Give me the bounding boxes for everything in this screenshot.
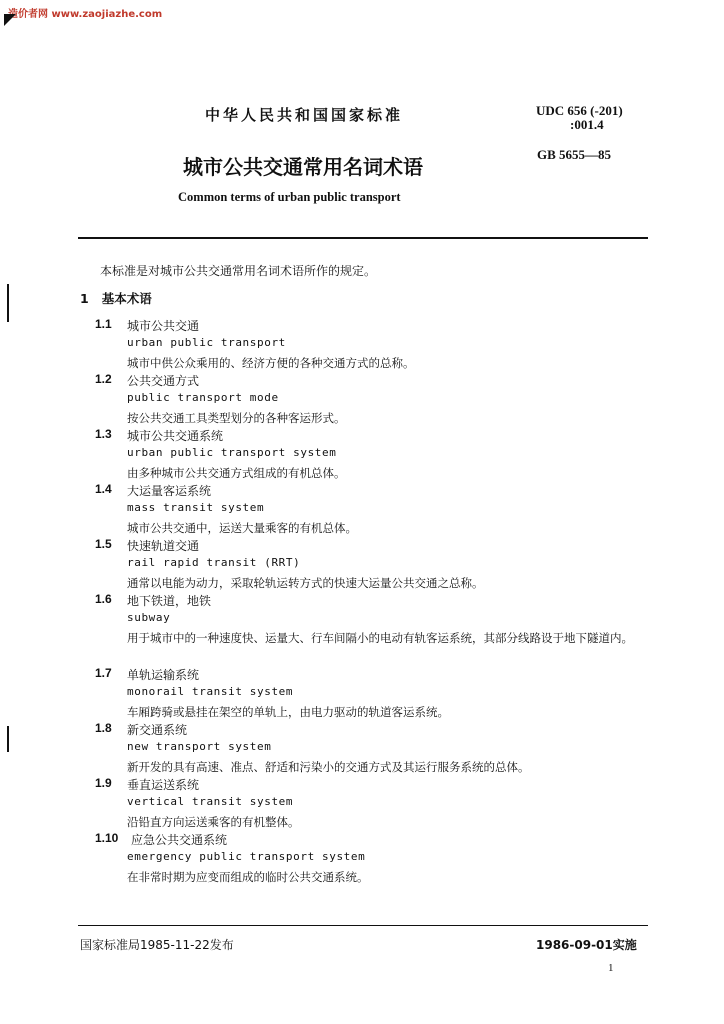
term-english: rail rapid transit (RRT)	[127, 556, 301, 569]
term-english: mass transit system	[127, 501, 265, 514]
term-chinese: 单轨运输系统	[127, 668, 200, 682]
term-english: emergency public transport system	[127, 850, 366, 863]
term-number: 1.5	[95, 537, 112, 551]
term-english: subway	[127, 611, 171, 624]
watermark-text[interactable]: 造价者网 www.zaojiazhe.com	[8, 9, 163, 20]
gb-number: GB 5655—85	[537, 147, 612, 162]
term-definition: 沿铅直方向运送乘客的有机整体。	[127, 815, 300, 829]
term-chinese: 快速轨道交通	[127, 539, 200, 553]
issue-date: 国家标准局1985-11-22发布	[80, 938, 234, 952]
term-chinese: 垂直运送系统	[127, 778, 200, 792]
section-heading	[80, 289, 152, 307]
term-chinese: 城市公共交通	[127, 319, 200, 333]
term-english: monorail transit system	[127, 685, 294, 698]
header-divider	[78, 237, 648, 239]
term-definition: 城市公共交通中，运送大量乘客的有机总体。	[127, 521, 357, 535]
section-number: 1	[80, 291, 89, 306]
term-chinese: 应急公共交通系统	[131, 833, 228, 847]
intro-paragraph: 本标准是对城市公共交通常用名词术语所作的规定。	[100, 264, 377, 278]
scan-margin-mark	[7, 284, 9, 322]
term-english: vertical transit system	[127, 795, 294, 808]
term-definition: 通常以电能为动力，采取轮轨运转方式的快速大运量公共交通之总称。	[127, 576, 484, 590]
term-number: 1.2	[95, 372, 112, 386]
page-number: 1	[608, 962, 614, 974]
standard-type-header: 中华人民共和国国家标准	[205, 106, 404, 124]
scan-margin-mark	[7, 726, 9, 752]
effective-date: 1986-09-01实施	[536, 938, 637, 952]
term-number: 1.9	[95, 776, 112, 790]
term-number: 1.4	[95, 482, 112, 496]
term-definition: 按公共交通工具类型划分的各种客运形式。	[127, 411, 346, 425]
term-chinese: 新交通系统	[127, 723, 188, 737]
term-chinese: 公共交通方式	[127, 374, 200, 388]
udc-code	[536, 104, 623, 132]
term-english: urban public transport	[127, 336, 286, 349]
term-definition: 在非常时期为应变而组成的临时公共交通系统。	[127, 870, 369, 884]
term-number: 1.7	[95, 666, 112, 680]
udc-line-1: UDC 656 (-201)	[536, 103, 623, 118]
term-english: public transport mode	[127, 391, 279, 404]
corner-mark-icon	[4, 14, 16, 26]
term-number: 1.3	[95, 427, 112, 441]
term-definition: 新开发的具有高速、准点、舒适和污染小的交通方式及其运行服务系统的总体。	[127, 760, 530, 774]
term-number: 1.10	[95, 831, 119, 845]
term-definition: 城市中供公众乘用的、经济方便的各种交通方式的总称。	[127, 356, 415, 370]
term-number: 1.8	[95, 721, 112, 735]
term-chinese: 城市公共交通系统	[127, 429, 224, 443]
term-number: 1.1	[95, 317, 112, 331]
page-title: 城市公共交通常用名词术语	[183, 155, 423, 179]
term-chinese: 地下铁道，地铁	[127, 594, 212, 608]
term-english: new transport system	[127, 740, 272, 753]
term-chinese: 大运量客运系统	[127, 484, 212, 498]
section-title: 基本术语	[101, 291, 152, 306]
term-number: 1.6	[95, 592, 112, 606]
term-english: urban public transport system	[127, 446, 337, 459]
term-definition: 由多种城市公共交通方式组成的有机总体。	[127, 466, 346, 480]
term-definition: 用于城市中的一种速度快、运量大、行车间隔小的电动有轨客运系统，其部分线路设于地下隧道内。	[127, 631, 633, 645]
page-title-english: Common terms of urban public transport	[178, 190, 401, 204]
footer-divider	[78, 925, 648, 926]
term-definition: 车厢跨骑或悬挂在架空的单轨上，由电力驱动的轨道客运系统。	[127, 705, 449, 719]
udc-line-2: :001.4	[570, 117, 604, 132]
